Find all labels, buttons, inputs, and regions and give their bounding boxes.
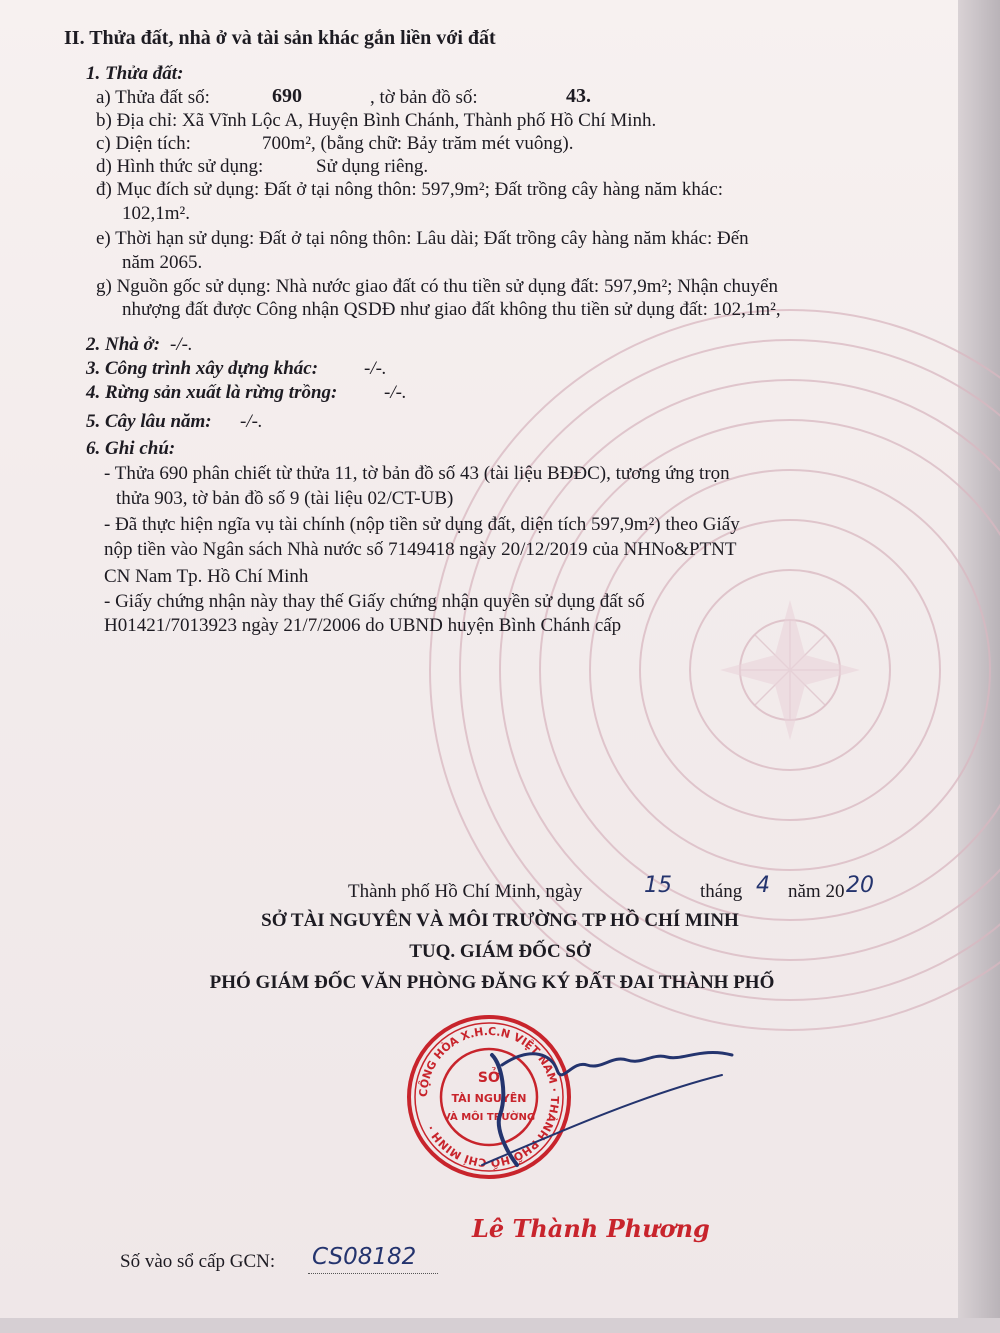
notes-heading: 6. Ghi chú: xyxy=(86,438,176,459)
authority-title: PHÓ GIÁM ĐỐC VĂN PHÒNG ĐĂNG KÝ ĐẤT ĐAI THÀNH PHỐ xyxy=(209,972,775,993)
date-year-label: năm 20 xyxy=(788,881,845,902)
map-sheet-number: 43. xyxy=(566,85,591,107)
usage-origin: g) Nguồn gốc sử dụng: Nhà nước giao đất có thu tiền sử dụng đất: 597,9m²; Nhận chuyển xyxy=(96,276,778,297)
registry-number: CS08182 xyxy=(312,1244,417,1270)
usage-form-value: Sử dụng riêng. xyxy=(316,156,429,177)
usage-purpose: đ) Mục đích sử dụng: Đất ở tại nông thôn: 597,9m²; Đất trồng cây hàng năm khác: xyxy=(96,179,724,200)
forest-value: -/-. xyxy=(384,382,407,403)
area-label: c) Diện tích: xyxy=(96,133,191,154)
date-year-hand: 20 xyxy=(846,873,874,898)
note-line: - Giấy chứng nhận này thay thế Giấy chứng nhận quyền sử dụng đất số xyxy=(104,591,645,612)
parcel-address: b) Địa chỉ: Xã Vĩnh Lộc A, Huyện Bình Chánh, Thành phố Hồ Chí Minh. xyxy=(96,110,657,131)
perennial-value: -/-. xyxy=(240,411,263,432)
parcel-number: 690 xyxy=(272,85,302,107)
stamp-center-top: SỞ xyxy=(477,1070,501,1086)
page-shadow xyxy=(0,1318,1000,1333)
parcel-heading: 1. Thửa đất: xyxy=(86,63,184,84)
parcel-number-label: a) Thửa đất số: xyxy=(96,87,210,108)
date-prefix: Thành phố Hồ Chí Minh, ngày xyxy=(348,881,583,902)
area-value: 700m², (bằng chữ: Bảy trăm mét vuông). xyxy=(262,133,574,154)
stamp-center-mid: TÀI NGUYÊN xyxy=(451,1092,527,1105)
note-line: nộp tiền vào Ngân sách Nhà nước số 7149418 ngày 20/12/2019 của NHNo&PTNT xyxy=(104,539,737,560)
date-day: 15 xyxy=(644,873,672,898)
authority-proxy: TUQ. GIÁM ĐỐC SỞ xyxy=(409,941,591,962)
authority-name: SỞ TÀI NGUYÊN VÀ MÔI TRƯỜNG TP HỒ CHÍ MINH xyxy=(261,910,739,931)
perennial-heading: 5. Cây lâu năm: xyxy=(86,411,212,432)
map-sheet-label: , tờ bản đồ số: xyxy=(370,87,478,108)
forest-heading: 4. Rừng sản xuất là rừng trồng: xyxy=(86,382,338,403)
date-month-label: tháng xyxy=(700,881,743,902)
section-title: II. Thửa đất, nhà ở và tài sản khác gắn liền với đất xyxy=(64,27,496,49)
note-line: thửa 903, tờ bản đồ số 9 (tài liệu 02/CT-UB) xyxy=(116,488,454,509)
note-line: H01421/7013923 ngày 21/7/2006 do UBND huyện Bình Chánh cấp xyxy=(104,615,622,636)
stamp-ring-text: CỘNG HÒA X.H.C.N VIỆT NAM · THÀNH PHỐ HỒ CHÍ MINH · xyxy=(416,1024,562,1170)
signature-graphic xyxy=(462,1025,752,1175)
note-line: CN Nam Tp. Hồ Chí Minh xyxy=(104,566,309,587)
usage-form-label: d) Hình thức sử dụng: xyxy=(96,156,264,177)
house-heading: 2. Nhà ở: xyxy=(86,334,161,355)
usage-purpose-cont: 102,1m². xyxy=(122,203,190,224)
usage-term-cont: năm 2065. xyxy=(122,252,203,273)
registry-label: Số vào sổ cấp GCN: xyxy=(120,1251,276,1272)
signer-name: Lê Thành Phương xyxy=(472,1214,710,1243)
usage-origin-cont: nhượng đất được Công nhận QSDĐ như giao đất không thu tiền sử dụng đất: 102,1m², xyxy=(122,299,781,320)
stamp-center-bot: VÀ MÔI TRƯỜNG xyxy=(442,1112,536,1123)
date-month: 4 xyxy=(756,873,770,898)
note-line: - Đã thực hiện ngĩa vụ tài chính (nộp tiền sử dụng đất, diện tích 597,9m²) theo Giấy xyxy=(104,514,740,535)
house-value: -/-. xyxy=(170,334,193,355)
construction-value: -/-. xyxy=(364,358,387,379)
registry-dotted-line xyxy=(308,1273,438,1274)
usage-term: e) Thời hạn sử dụng: Đất ở tại nông thôn: Lâu dài; Đất trồng cây hàng năm khác: Đến xyxy=(96,228,749,249)
construction-heading: 3. Công trình xây dựng khác: xyxy=(86,358,319,379)
note-line: - Thửa 690 phân chiết từ thửa 11, tờ bản đồ số 43 (tài liệu BĐĐC), tương ứng trọn xyxy=(104,463,730,484)
